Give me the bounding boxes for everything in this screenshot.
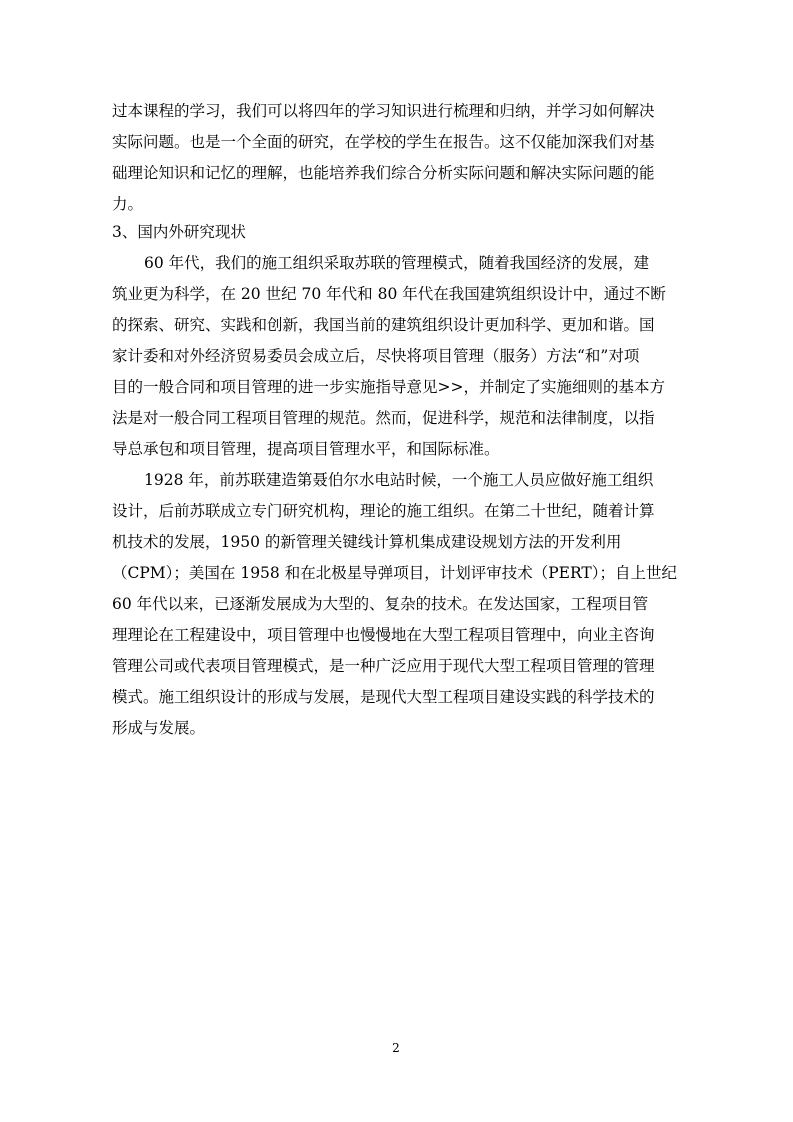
paragraph-1-line-2: 实际问题。也是一个全面的研究，在学校的学生在报告。这不仅能加深我们对基 (112, 133, 655, 151)
paragraph-1-line-1: 过本课程的学习，我们可以将四年的学习知识进行梳理和归纳，并学习如何解决 (112, 102, 655, 120)
paragraph-2-line-2: 筑业更为科学，在 20 世纪 70 年代和 80 年代在我国建筑组织设计中，通过不断 (112, 285, 666, 303)
page-number: 2 (392, 1041, 400, 1055)
paragraph-2-line-6: 法是对一般合同工程项目管理的规范。然而，促进科学，规范和法律制度，以指 (112, 409, 655, 427)
paragraph-3-line-7: 管理公司或代表项目管理模式，是一种广泛应用于现代大型工程项目管理的管理 (112, 657, 655, 675)
paragraph-3-line-2: 设计，后前苏联成立专门研究机构，理论的施工组织。在第二十世纪，随着计算 (112, 502, 655, 520)
paragraph-2-line-7: 导总承包和项目管理，提高项目管理水平，和国际标准。 (112, 440, 500, 458)
paragraph-3-line-3: 机技术的发展，1950 的新管理关键线计算机集成建设规划方法的开发利用 (112, 533, 622, 551)
paragraph-3-line-9: 形成与发展。 (112, 719, 206, 737)
paragraph-1-line-4: 力。 (112, 195, 144, 213)
paragraph-3-line-5: 60 年代以来，已逐渐发展成为大型的、复杂的技术。在发达国家，工程项目管 (112, 595, 649, 613)
paragraph-2-line-4: 家计委和对外经济贸易委员会成立后，尽快将项目管理（服务）方法“和”对项 (112, 347, 640, 365)
paragraph-3-line-4: （CPM）；美国在 1958 和在北极星导弹项目，计划评审技术（PERT）；自上世纪 (112, 564, 677, 582)
paragraph-3-line-8: 模式。施工组织设计的形成与发展，是现代大型工程项目建设实践的科学技术的 (112, 688, 655, 706)
paragraph-3-line-1: 1928 年，前苏联建造第聂伯尔水电站时候，一个施工人员应做好施工组织 (144, 471, 654, 489)
paragraph-2-line-3: 的探索、研究、实践和创新，我国当前的建筑组织设计更加科学、更加和谐。国 (112, 316, 655, 334)
paragraph-2-line-5: 目的一般合同和项目管理的进一步实施指导意见>>，并制定了实施细则的基本方 (112, 378, 665, 396)
paragraph-2-line-1: 60 年代，我们的施工组织采取苏联的管理模式，随着我国经济的发展，建 (144, 254, 650, 272)
section-heading: 3、国内外研究现状 (112, 223, 246, 241)
paragraph-3-line-6: 理理论在工程建设中，项目管理中也慢慢地在大型工程项目管理中，向业主咨询 (112, 626, 655, 644)
paragraph-1-line-3: 础理论知识和记忆的理解，也能培养我们综合分析实际问题和解决实际问题的能 (112, 164, 655, 182)
